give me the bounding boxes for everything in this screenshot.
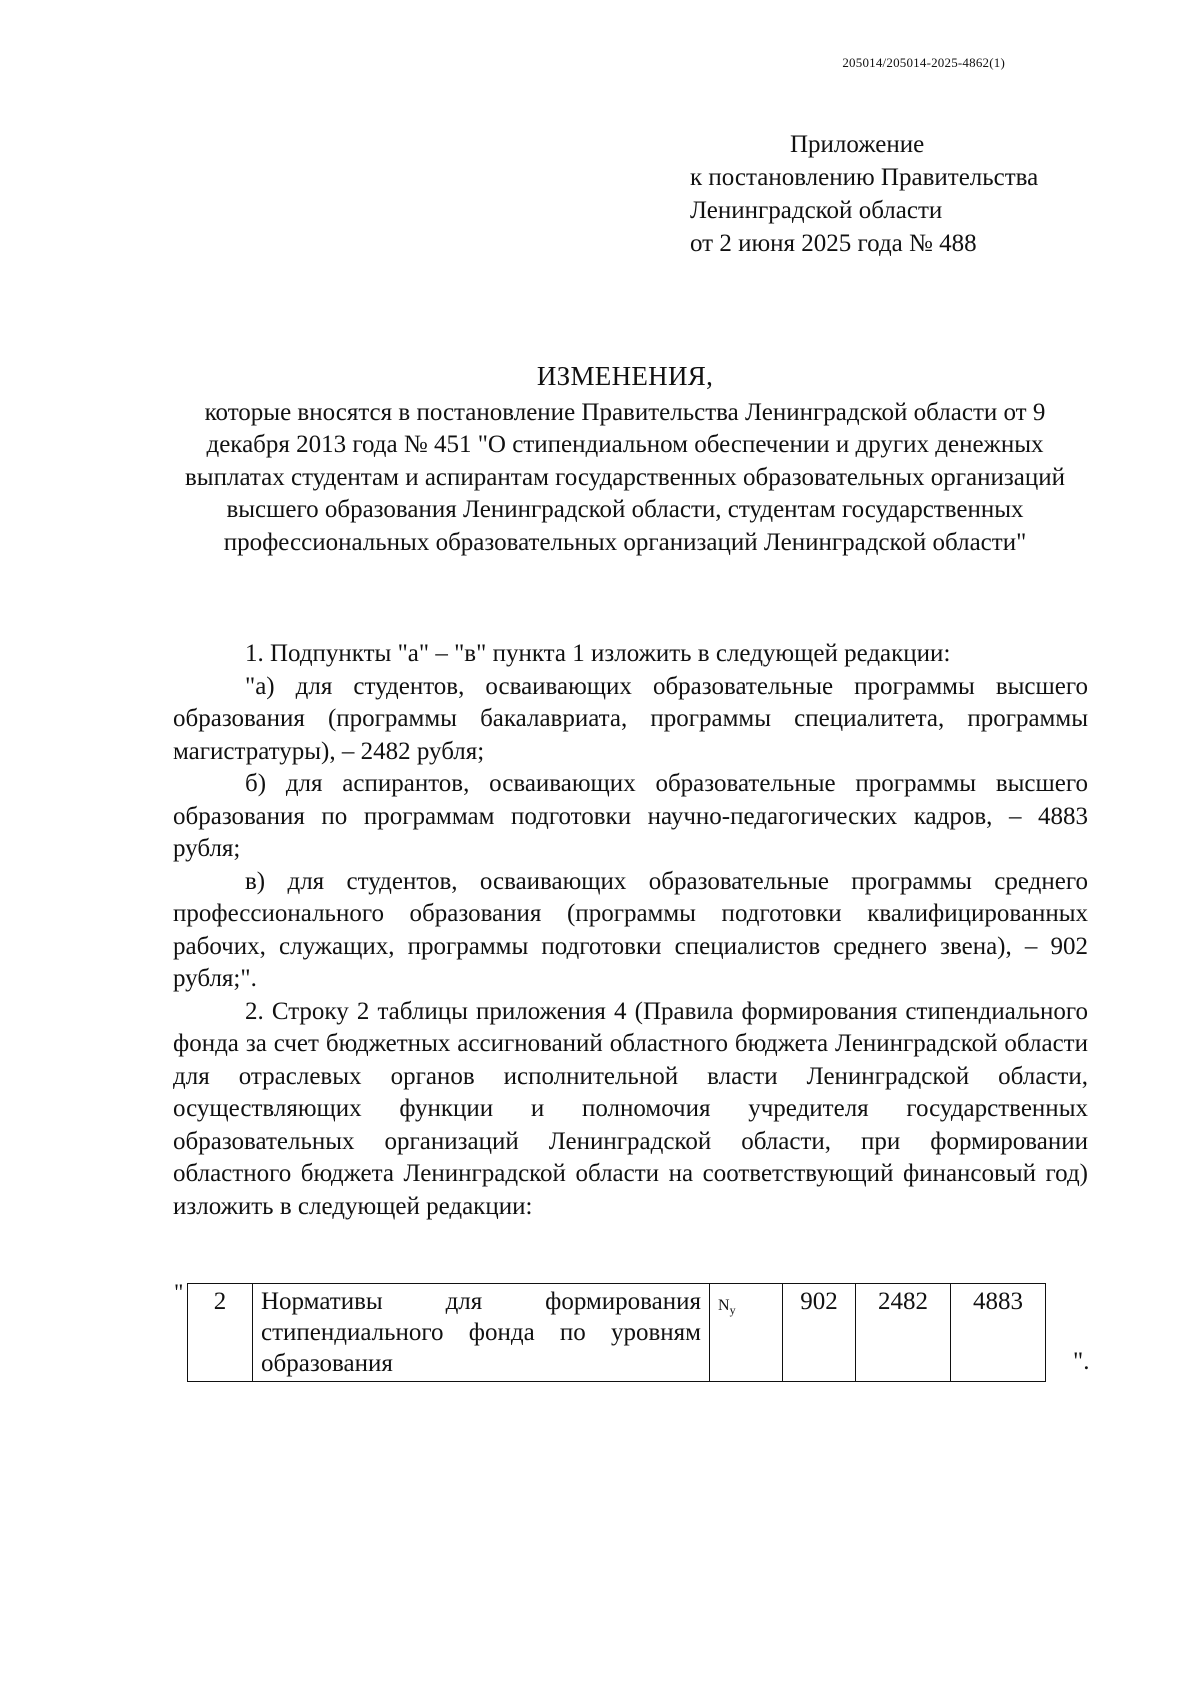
value-cell-3: 4883	[951, 1284, 1046, 1382]
paragraph-4: в) для студентов, осваивающих образовательные программы среднего профессионального образования (программы подготовки квалифицированных рабочих, служащих, программы подготовки специалистов среднего звена), – 902 рубля;".	[173, 867, 1088, 992]
paragraph-3: б) для аспирантов, осваивающих образовательные программы высшего образования по программам подготовки научно-педагогических кадров, – 4883 рубля;	[173, 770, 1088, 862]
row-number-cell: 2	[188, 1284, 253, 1382]
heading-block	[165, 360, 1085, 559]
row-name-cell: Нормативы для формирования стипендиального фонда по уровням образования	[253, 1284, 710, 1382]
appendix-line-3: Ленинградской области	[690, 197, 943, 224]
paragraph-1: 1. Подпункты "а" – "в" пункта 1 изложить в следующей редакции:	[245, 640, 951, 667]
table-close-quote: ".	[1073, 1348, 1090, 1375]
table-row	[188, 1284, 1046, 1382]
norms-table	[187, 1283, 1046, 1382]
table-open-quote: "	[174, 1280, 184, 1305]
value-cell-2: 2482	[856, 1284, 951, 1382]
document-id: 205014/205014-2025-4862(1)	[842, 55, 1005, 70]
value-cell-1: 902	[783, 1284, 856, 1382]
appendix-block	[690, 128, 1038, 260]
appendix-line-2: к постановлению Правительства	[690, 164, 1039, 191]
symbol-main: N	[718, 1297, 730, 1314]
document-title: ИЗМЕНЕНИЯ,	[536, 361, 714, 391]
paragraph-2: "а) для студентов, осваивающих образовательные программы высшего образования (программы бакалавриата, программы специалитета, программы магистратуры), – 2482 рубля;	[173, 672, 1088, 765]
symbol-subscript: у	[729, 1303, 736, 1318]
document-subtitle: которые вносятся в постановление Правительства Ленинградской области от 9 декабря 2013 года № 451 "О стипендиальном обеспечении и других денежных выплатах студентам и аспирантам государственных образовательных организаций высшего образования Ленинградской области, студентам государственных профессиональных образовательных организаций Ленинградской области"	[185, 398, 1065, 556]
row-symbol-cell	[710, 1284, 783, 1382]
body-text	[173, 638, 1088, 1223]
appendix-line-4: от 2 июня 2025 года № 488	[690, 230, 977, 257]
paragraph-5: 2. Строку 2 таблицы приложения 4 (Правила формирования стипендиального фонда за счет бюджетных ассигнований областного бюджета Ленинградской области для отраслевых органов исполнительной власти Ленинградской области, осуществляющих функции и полномочия учредителя государственных образовательных организаций Ленинградской области, при формировании областного бюджета Ленинградской области на соответствующий финансовый год) изложить в следующей редакции:	[173, 997, 1088, 1220]
appendix-line-1: Приложение	[790, 131, 925, 158]
